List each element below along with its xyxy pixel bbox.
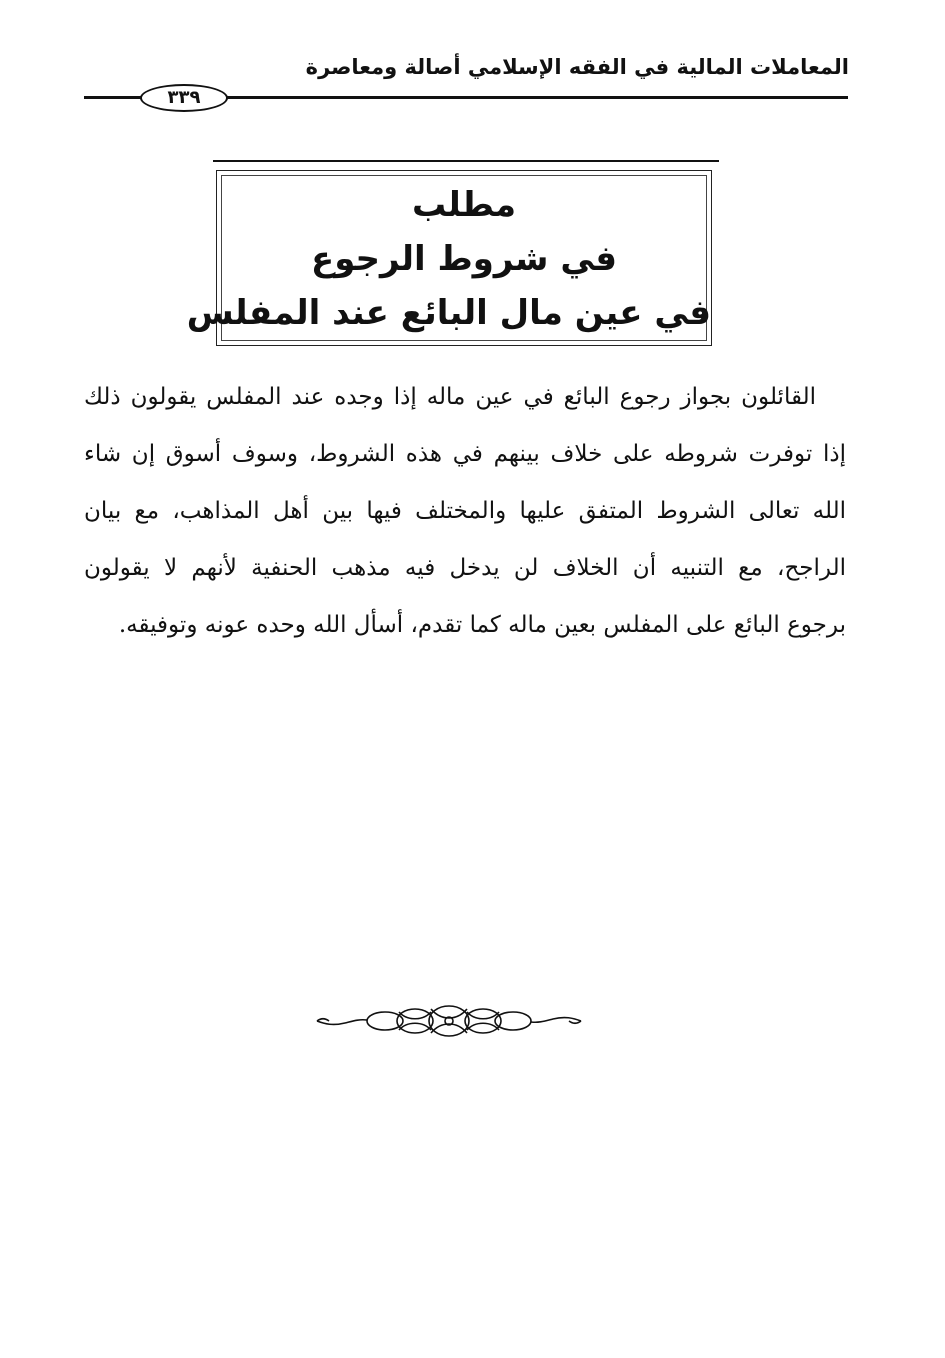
body-line: القائلون بجواز رجوع البائع في عين ماله إذا وجده عند المفلس يقولون ذلك — [84, 384, 816, 410]
body-line: برجوع البائع على المفلس بعين ماله كما تقدم، أسأل الله وحده عونه وتوفيقه. — [118, 612, 846, 638]
section-title-line-1: مطلب — [411, 185, 517, 225]
section-title-line-3: في عين مال البائع عند المفلس — [186, 293, 711, 333]
page-number: ٣٣٩ — [140, 84, 228, 112]
body-line: الله تعالى الشروط المتفق عليها والمختلف فيها بين أهل المذاهب، مع بيان — [84, 498, 846, 524]
body-line: إذا توفرت شروطه على خلاف بينهم في هذه الشروط، وسوف أسوق إن شاء — [84, 441, 846, 467]
body-paragraph — [84, 378, 846, 663]
section-title-line-2: في شروط الرجوع — [311, 239, 617, 279]
running-header-title: المعاملات المالية في الفقه الإسلامي أصالة ومعاصرة — [305, 55, 849, 79]
body-line: الراجح، مع التنبيه أن الخلاف لن يدخل فيه مذهب الحنفية لأنهم لا يقولون — [84, 555, 846, 581]
section-title-box — [186, 170, 712, 346]
decorative-divider-ornament-icon — [315, 1000, 583, 1042]
title-top-rule — [213, 160, 719, 162]
